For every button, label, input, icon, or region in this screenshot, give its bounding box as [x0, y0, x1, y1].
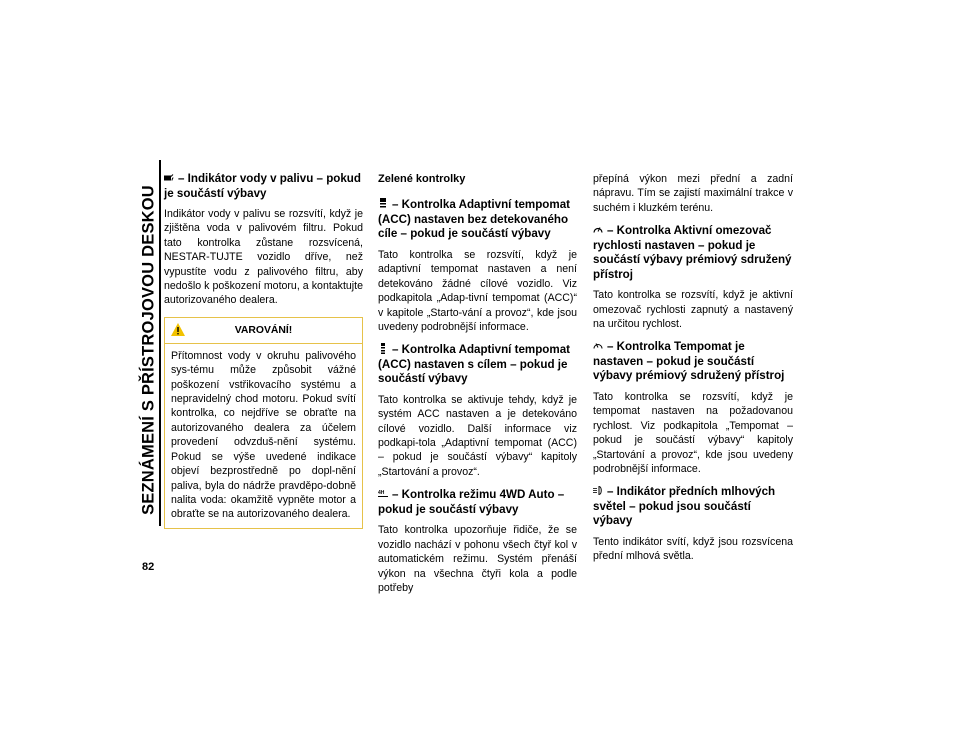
section-title: Zelené kontrolky — [378, 173, 466, 185]
heading-speed-limiter — [593, 224, 793, 282]
heading-4wd-auto — [378, 488, 577, 517]
warning-box — [164, 317, 363, 529]
water-in-fuel-icon — [164, 172, 174, 183]
column-3 — [593, 172, 793, 573]
section-title-vertical: SEZNÁMENÍ S PŘÍSTROJOVOU DESKOU — [139, 185, 158, 515]
warning-title: VAROVÁNÍ! — [234, 324, 293, 336]
warning-header — [165, 318, 362, 344]
heading-water-in-fuel — [164, 172, 363, 201]
svg-text:4H: 4H — [378, 490, 385, 497]
paragraph: Tato kontrolka se rozsvítí, když je adaptivní tempomat nastaven a není detekováno žádné cílové vozidlo. Viz podkapitola „Adap-tivní tempomat (ACC)“ v kapitole „Starto-vání a provoz“, kde jsou uvedeny podrobnější informace. — [378, 248, 577, 333]
acc-no-target-icon — [378, 198, 388, 209]
speed-limiter-icon — [593, 224, 603, 235]
page-number: 82 — [142, 561, 155, 573]
heading-text: – Indikátor vody v palivu – pokud je součástí výbavy — [164, 172, 361, 200]
paragraph: Indikátor vody v palivu se rozsvítí, když je zjištěna voda v palivovém filtru. Pokud tato kontrolka zůstane rozsvícená, NESTAR-TUJTE vozidlo dříve, než vypustíte vodu z palivového filtru, aby nedošlo k poškození motoru, a kontaktujte autorizovaného dealera. — [164, 208, 363, 307]
sidebar-rule — [159, 160, 161, 526]
paragraph: přepíná výkon mezi přední a zadní nápravu. Tím se zajistí maximální trakce v suchém i kluzkém terénu. — [593, 173, 793, 214]
acc-target-icon — [378, 343, 388, 354]
heading-text: – Indikátor předních mlhových světel – pokud jsou součástí výbavy — [593, 485, 776, 528]
heading-acc-target — [378, 343, 577, 387]
heading-text: – Kontrolka Adaptivní tempomat (ACC) nastaven s cílem – pokud je součástí výbavy — [378, 343, 571, 386]
heading-front-fog — [593, 485, 793, 529]
front-fog-lamp-icon — [593, 485, 603, 496]
sidebar — [138, 160, 160, 540]
4wd-auto-icon — [378, 488, 388, 499]
paragraph: Tato kontrolka se aktivuje tehdy, když je systém ACC nastaven a je detekováno cílové vozidlo. Další informace viz podkapi-tola „Adaptivní tempomat (ACC) – pokud je součástí výbavy“ kapitoly „Startování a provoz“. — [378, 393, 577, 478]
column-1 — [164, 172, 363, 529]
heading-text: – Kontrolka Adaptivní tempomat (ACC) nastaven bez detekovaného cíle – pokud je součástí výbavy — [378, 198, 571, 241]
heading-text: – Kontrolka Aktivní omezovač rychlosti nastaven – pokud je součástí výbavy prémiový sdružený přístroj — [593, 224, 792, 281]
paragraph: Tato kontrolka upozorňuje řidiče, že se vozidlo nachází v pohonu všech čtyř kol v automatickém režimu. Systém přenáší výkon na všechna čtyři kola a podle potřeby — [378, 524, 577, 594]
paragraph: Tento indikátor svítí, když jsou rozsvícena přední mlhová světla. — [593, 535, 793, 563]
heading-text: – Kontrolka režimu 4WD Auto – pokud je součástí výbavy — [378, 488, 565, 516]
paragraph: Tato kontrolka se rozsvítí, když je aktivní omezovač rychlosti zapnutý a nastavený na určitou rychlost. — [593, 289, 793, 331]
heading-text: – Kontrolka Tempomat je nastaven – pokud je součástí výbavy prémiový sdružený přístroj — [593, 340, 785, 383]
paragraph: Tato kontrolka se rozsvítí, když je tempomat nastaven na požadovanou rychlost. Viz podkapitola „Tempomat – pokud je součástí výbavy“ kapitoly „Startování a provoz“, kde jsou uvedeny podrobnější informace. — [593, 390, 793, 475]
warning-text: Přítomnost vody v okruhu palivového sys-tému může způsobit vážné poškození vstřikovacího systému a nepravidelný chod motoru. Pokud svítí kontrolka, co nejdříve se obraťte na autorizovaného dealera za účelem provedení odvzduš-nění systému. Pokud se výše uvedené indikace objeví bezprostředně po dopl-nění paliva, byla do nádrže pravděpo-dobně nalita voda: okamžitě vypněte motor a obraťte se na autorizovaného dealera. — [171, 349, 356, 521]
heading-cruise-control — [593, 340, 793, 384]
column-2 — [378, 172, 577, 604]
cruise-control-icon — [593, 340, 603, 351]
heading-acc-no-target — [378, 198, 577, 242]
